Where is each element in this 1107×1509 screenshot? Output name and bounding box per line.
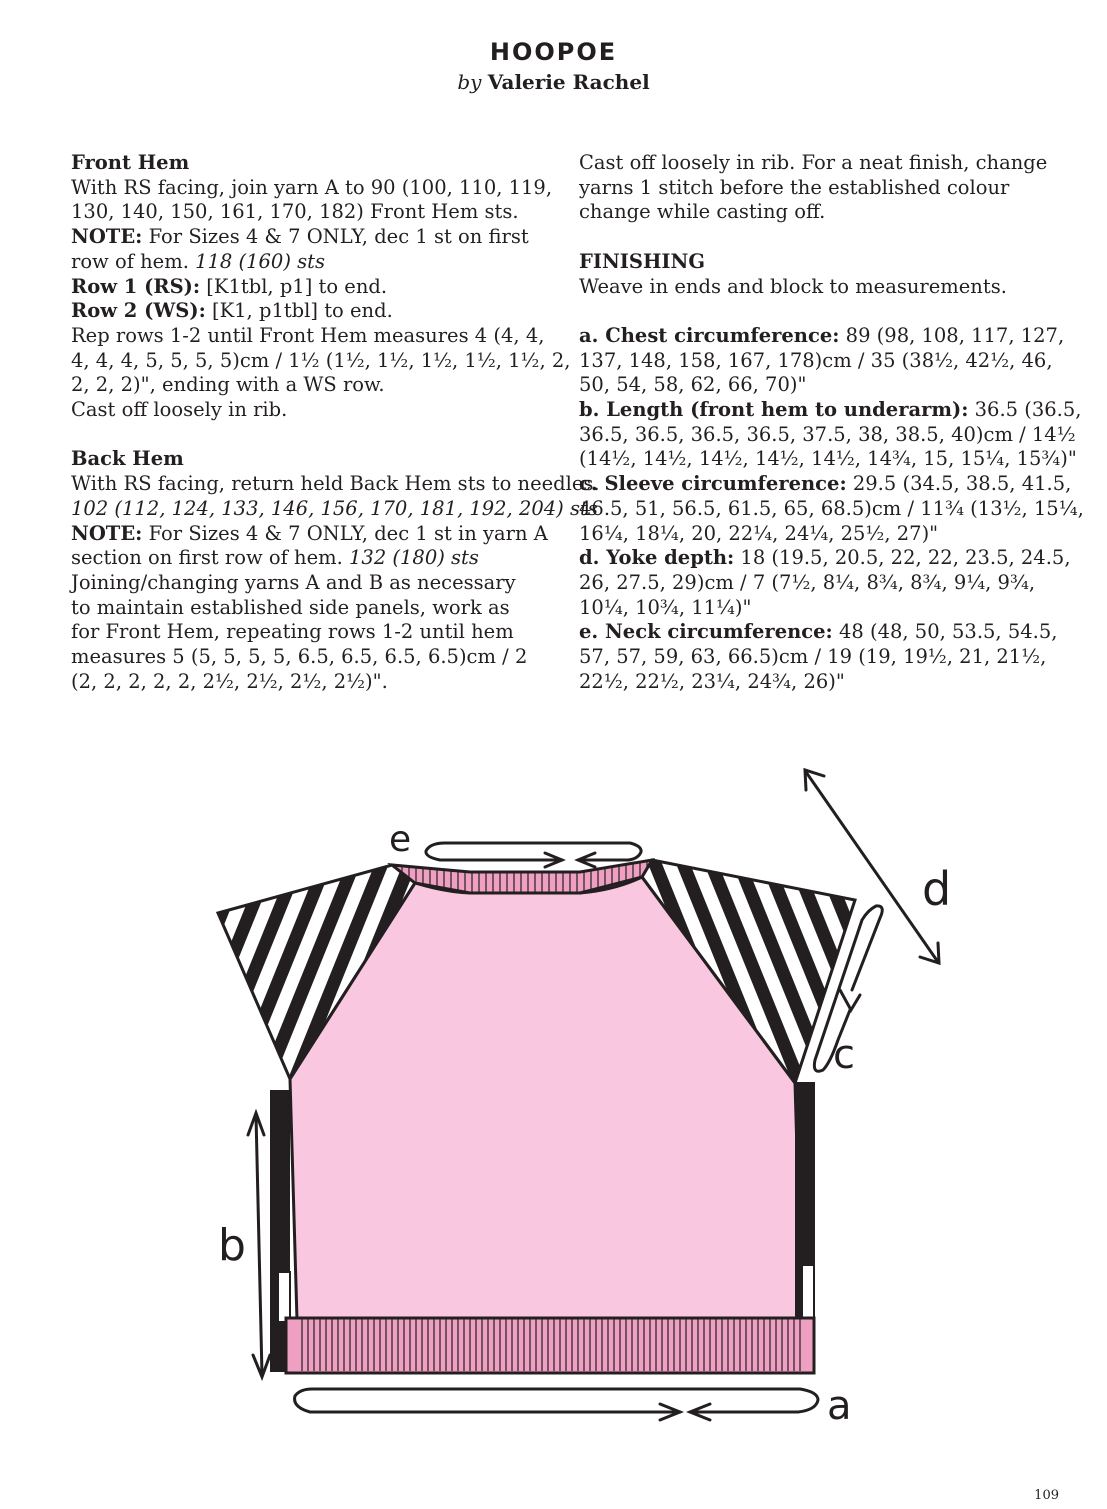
measurements-section — [579, 323, 1084, 695]
stitch-count: 118 (160) sts — [195, 249, 325, 273]
front-hem-heading: Front Hem — [71, 151, 190, 174]
castoff-line: Cast off loosely in rib. For a neat finish, change — [579, 151, 1048, 174]
castoff-line: change while casting off. — [579, 200, 826, 224]
measurement-line: 137, 148, 158, 167, 178)cm / 35 (38½, 42½, 46, — [579, 348, 1053, 372]
label-a: a — [827, 1383, 852, 1429]
finishing-heading: FINISHING — [579, 249, 706, 273]
measurement-value: 36.5 (36.5, — [968, 398, 1082, 421]
note-label: NOTE: — [71, 225, 143, 249]
front-hem-line: 2, 2, 2)", ending with a WS row. — [71, 373, 385, 397]
back-hem-heading: Back Hem — [71, 447, 184, 471]
row-2-label: Row 2 (WS): — [71, 299, 206, 323]
measurement-sleeve — [579, 472, 1072, 497]
front-hem-note — [71, 250, 551, 275]
hem-ribbing — [286, 1318, 814, 1373]
measurement-chest — [579, 323, 1065, 349]
page-number: 109 — [1034, 1488, 1059, 1503]
measurement-line: (14½, 14½, 14½, 14½, 14½, 14¾, 15, 15¼, 15¾)" — [579, 447, 1077, 471]
measurement-label: c. Sleeve circumference: — [579, 472, 847, 496]
row-1-text: [K1tbl, p1] to end. — [200, 274, 388, 298]
author-name: Valerie Rachel — [487, 70, 650, 94]
note-text: row of hem. — [71, 249, 196, 273]
front-hem-line: 130, 140, 150, 161, 170, 182) Front Hem sts. — [71, 200, 519, 224]
row-1-instruction — [71, 275, 551, 300]
back-hem-line: measures 5 (5, 5, 5, 5, 6.5, 6.5, 6.5, 6.5)cm / 2 — [71, 645, 528, 669]
back-hem-line: (2, 2, 2, 2, 2, 2½, 2½, 2½, 2½)". — [71, 669, 388, 693]
label-d: d — [922, 862, 952, 916]
front-hem-line: Cast off loosely in rib. — [71, 398, 288, 422]
note-label: NOTE: — [71, 521, 143, 545]
measurement-line: 50, 54, 58, 62, 66, 70)" — [579, 373, 807, 397]
measurement-line: 57, 57, 59, 63, 66.5)cm / 19 (19, 19½, 21, 21½, — [579, 645, 1047, 669]
back-hem-line: for Front Hem, repeating rows 1-2 until hem — [71, 620, 514, 644]
back-hem-note — [71, 522, 551, 547]
front-hem-note — [71, 225, 551, 250]
sleeve-stripe — [200, 760, 300, 1109]
note-text: For Sizes 4 & 7 ONLY, dec 1 st on first — [142, 225, 529, 249]
measurement-line: 16¼, 18¼, 20, 22¼, 24¼, 25½, 27)" — [579, 521, 939, 545]
label-e: e — [389, 819, 412, 860]
measurement-line: 10¼, 10¾, 11¼)" — [579, 595, 752, 619]
measurement-length — [579, 398, 1082, 423]
back-hem-line: to maintain established side panels, work as — [71, 595, 510, 619]
sleeve-stripe — [790, 760, 952, 1099]
measurement-line: 22½, 22½, 23¼, 24¾, 26)" — [579, 669, 845, 693]
measurement-a-arrow — [295, 1389, 818, 1420]
back-hem-note — [71, 546, 551, 571]
row-2-instruction — [71, 299, 551, 324]
front-hem-section — [71, 151, 571, 423]
back-hem-line: With RS facing, return held Back Hem sts to needles. — [71, 472, 600, 496]
note-text: section on first row of hem. — [71, 546, 349, 570]
label-b: b — [218, 1220, 246, 1271]
measurement-value: 89 (98, 108, 117, 127, — [839, 323, 1065, 347]
left-column — [71, 151, 600, 719]
measurement-value: 48 (48, 50, 53.5, 54.5, — [832, 620, 1058, 644]
front-hem-line: Rep rows 1-2 until Front Hem measures 4 (4, 4, — [71, 323, 545, 347]
measurement-label: e. Neck circumference: — [579, 620, 833, 644]
measurement-line: 46.5, 51, 56.5, 61.5, 65, 68.5)cm / 11¾ (13½, 15¼, — [579, 496, 1084, 520]
measurement-label: b. Length (front hem to underarm): — [579, 398, 969, 421]
row-1-label: Row 1 (RS): — [71, 274, 201, 298]
back-hem-line: Joining/changing yarns A and B as necessary — [71, 570, 516, 594]
back-hem-section — [71, 447, 600, 694]
castoff-line: yarns 1 stitch before the established colour — [579, 175, 1010, 199]
measurement-label: a. Chest circumference: — [579, 323, 840, 347]
left-side-panel-stripe — [278, 1272, 290, 1322]
byline-by: by — [457, 70, 482, 94]
right-column — [579, 151, 1084, 719]
sleeve-stripe — [838, 760, 960, 1080]
measurement-line: 36.5, 36.5, 36.5, 36.5, 37.5, 38, 38.5, 40)cm / 14½ — [579, 422, 1076, 446]
finishing-text: Weave in ends and block to measurements. — [579, 274, 1007, 298]
sleeve-stripe — [200, 760, 203, 1070]
front-hem-line: 4, 4, 4, 5, 5, 5, 5)cm / 1½ (1½, 1½, 1½, 1½, 1½, 2, — [71, 348, 571, 372]
measurement-neck — [579, 620, 1058, 645]
measurement-line: 26, 27.5, 29)cm / 7 (7½, 8¼, 8¾, 8¾, 9¼, 9¾, — [579, 570, 1036, 594]
sweater-schematic — [200, 760, 960, 1450]
finishing-section — [579, 250, 1049, 299]
stitch-count: 132 (180) sts — [349, 546, 479, 570]
pattern-title: HOOPOE — [489, 38, 618, 66]
measurement-value: 29.5 (34.5, 38.5, 41.5, — [846, 472, 1072, 496]
measurement-e-arrow — [426, 843, 641, 867]
measurement-value: 18 (19.5, 20.5, 22, 22, 23.5, 24.5, — [734, 546, 1071, 570]
byline — [0, 70, 1107, 94]
sweater-body — [290, 877, 802, 1320]
front-hem-line: With RS facing, join yarn A to 90 (100, 110, 119, — [71, 175, 553, 199]
right-side-panel-stripe — [802, 1265, 814, 1320]
stitch-count: 102 (112, 124, 133, 146, 156, 170, 181, 192, 204) sts — [71, 496, 598, 520]
label-c: c — [833, 1032, 855, 1078]
castoff-section — [579, 151, 1049, 225]
note-text: For Sizes 4 & 7 ONLY, dec 1 st in yarn A — [142, 521, 548, 545]
measurement-label: d. Yoke depth: — [579, 546, 735, 570]
measurement-yoke — [579, 546, 1071, 571]
measurement-b-arrow — [248, 1113, 270, 1377]
row-2-text: [K1, p1tbl] to end. — [205, 299, 393, 323]
